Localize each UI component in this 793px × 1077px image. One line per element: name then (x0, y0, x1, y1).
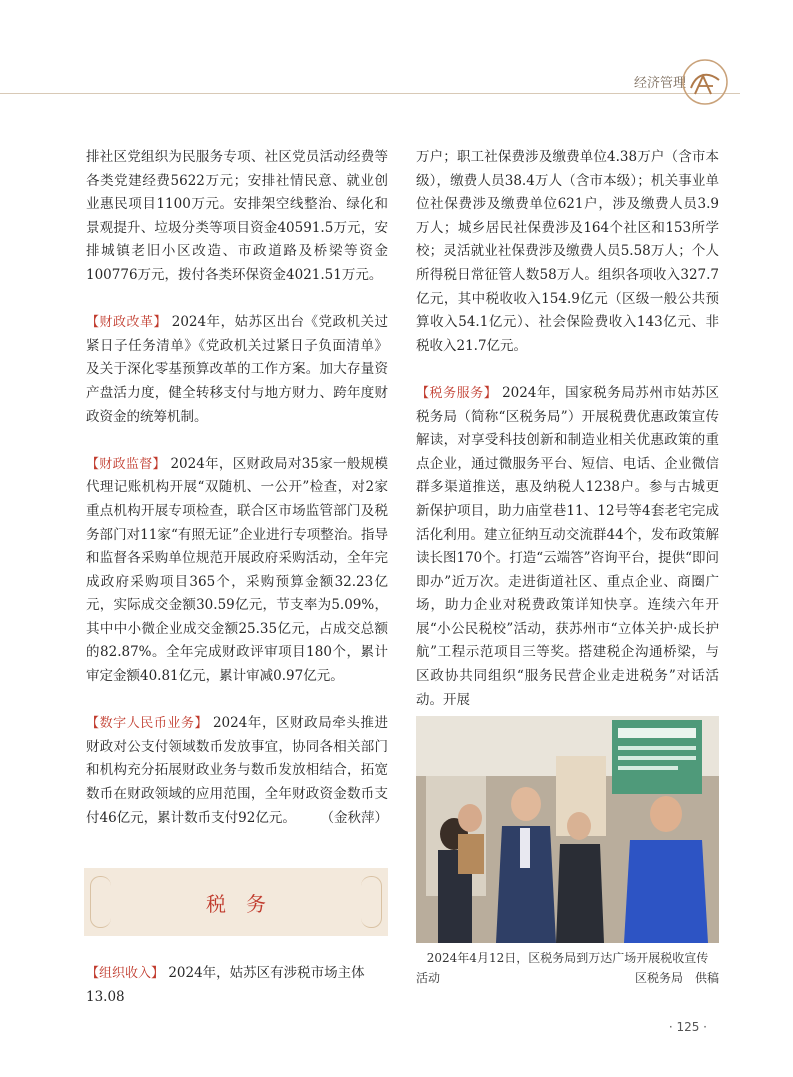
finance-reform-tag: 【财政改革】 (86, 315, 167, 331)
photo-caption (416, 948, 719, 988)
caption-line-2-left: 活动 (416, 971, 441, 985)
tax-service-tag: 【税务服务】 (416, 385, 498, 401)
tax-service-paragraph (416, 382, 719, 712)
tax-service-text: 2024年，国家税务局苏州市姑苏区税务局（简称“区税务局”）开展税费优惠政策宣传解读，对享受科技创新和制造业相关优惠政策的重点企业，通过微服务平台、短信、电话、企业微信群多渠道推送，惠及纳税人1238户。参与古城更新保护项目，助力庙堂巷11、12号等4套老宅完成活化利用。建立征纳互动交流群44个，发布政策解读长图170个。打造“云端答”咨询平台，提供“即问即办”近万次。走进街道社区、重点企业、商圈广场，助力企业对税费政策详知快享。连续六年开展“小公民税校”活动，获苏州市“立体关护·成长护航”工程示范项目三等奖。搭建税企沟通桥梁，与区政协共同组织“服务民营企业走进税务”对话活动。开展 (416, 384, 719, 708)
band-ornament-left (90, 876, 111, 928)
section-label: 经济管理 (633, 76, 686, 91)
continuation-paragraph: 万户；职工社保费涉及缴费单位4.38万户（含市本级），缴费人员38.4万人（含市本级）；机关事业单位社保费涉及缴费单位621户，涉及缴费人员3.9万人；城乡居民社保费涉及164个社区和153所学校；灵活就业社保费涉及缴费人员5.58万人；个人所得税日常征管人数58万人。组织各项收入327.7亿元，其中税收收入154.9亿元（区级一般公共预算收入54.1亿元）、社会保险费收入143亿元、非税收入21.7亿元。 (416, 149, 719, 354)
section-title: 税务 (206, 891, 286, 916)
caption-source: 区税务局 供稿 (634, 971, 719, 985)
tax-revenue-tag: 【组织收入】 (86, 966, 165, 981)
intro-paragraph: 排社区党组织为民服务专项、社区党员活动经费等各类党建经费5622万元；安排社情民意、就业创业惠民项目1100万元。安排架空线整治、绿化和景观提升、垃圾分类等项目资金40591.5万元，安排城镇老旧小区改造、市政道路及桥梁等资金100776万元，拨付各类环保资金4021.51万元。 (86, 149, 388, 283)
band-ornament-right (361, 876, 382, 928)
finance-reform-paragraph (86, 311, 388, 429)
caption-line-2 (416, 968, 719, 988)
section-emblem-icon (681, 58, 729, 106)
tax-revenue-text: 2024年，姑苏区有涉税市场主体13.08 (86, 965, 365, 1005)
finance-reform-text: 2024年，姑苏区出台《党政机关过紧日子任务清单》《党政机关过紧日子负面清单》及关于深化零基预算改革的工作方案。加大存量资产盘活力度，健全转移支付与地方财力、跨年度财政资金的统筹机制。 (86, 314, 388, 425)
right-column (416, 146, 719, 712)
header-rule (0, 93, 740, 94)
event-photo (416, 716, 719, 943)
section-heading-band (84, 868, 388, 936)
finance-supervision-text: 2024年，区财政局对35家一般规模代理记账机构开展“双随机、一公开”检查，对2家重点机构开展专项检查，联合区市场监管部门及税务部门对11家“有照无证”企业进行专项整治。指导和监督各采购单位规范开展政府采购活动，全年完成政府采购项目365个，采购预算金额32.23亿元，实际成交金额30.59亿元，节支率为5.09%，其中中小微企业成交金额25.35亿元，占成交总额的82.87%。全年完成财政评审项目180个，累计审定金额40.81亿元，累计审减0.97亿元。 (86, 455, 388, 685)
digital-rmb-tag: 【数字人民币业务】 (86, 716, 209, 732)
left-column (86, 146, 388, 830)
finance-supervision-paragraph (86, 453, 388, 689)
author-credit: （金秋萍） (320, 809, 388, 826)
digital-rmb-text: 2024年，区财政局牵头推进财政对公支付领域数币发放事宜，协同各相关部门和机构充分拓展财政业务与数币发放相结合，拓宽数币在财政领域的应用范围，全年财政资金数币支付46亿元，累计数币支付92亿元。 (86, 715, 388, 826)
page-number: · 125 · (668, 1020, 707, 1034)
finance-supervision-tag: 【财政监督】 (86, 456, 166, 472)
caption-line-1: 2024年4月12日，区税务局到万达广场开展税收宣传 (426, 951, 709, 965)
digital-rmb-paragraph (86, 712, 388, 830)
tax-revenue-paragraph (86, 962, 388, 1009)
